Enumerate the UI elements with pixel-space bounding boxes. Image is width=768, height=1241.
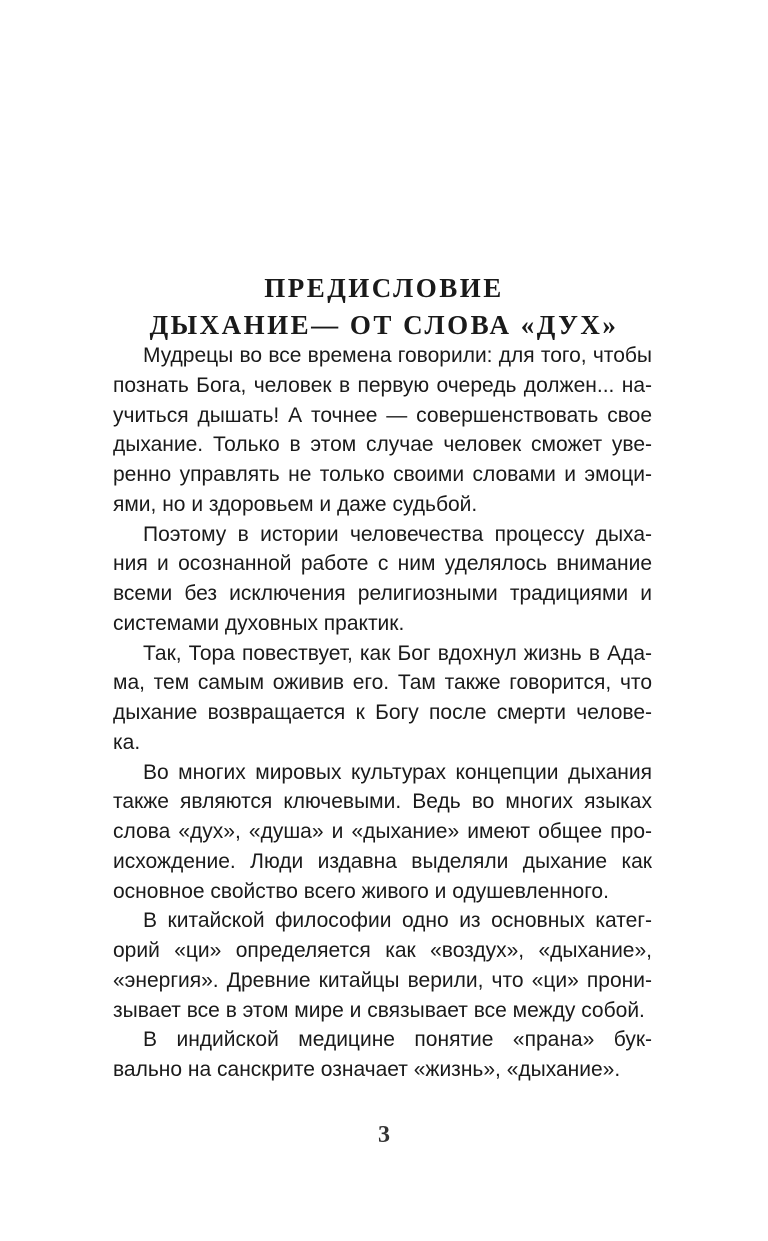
paragraph	[113, 520, 652, 639]
text-line: Так, Тора повествует, как Бог вдохнул жизнь в Ада-	[143, 641, 652, 665]
chapter-title: ПРЕДИСЛОВИЕ	[264, 273, 504, 303]
text-line: ка.	[113, 730, 141, 754]
text-line: Мудрецы во все времена говорили: для того, чтобы	[143, 344, 652, 367]
text-line: познать Бога, человек в первую очередь должен... на-	[113, 373, 652, 397]
text-line: слова «дух», «душа» и «дыхание» имеют общее про-	[113, 820, 652, 843]
text-line: вально на санскрите означает «жизнь», «дыхание».	[113, 1058, 621, 1081]
text-line: зывает все в этом мире и связывает все между собой.	[113, 998, 645, 1022]
text-line: ренно управлять не только своими словами и эмоци-	[113, 463, 652, 486]
text-line: орий «ци» определяется как «воздух», «дыхание»,	[113, 939, 652, 962]
text-line: основное свойство всего живого и одушевленного.	[113, 879, 609, 903]
text-line: системами духовных практик.	[113, 611, 405, 635]
text-line: учиться дышать! А точнее — совершенствовать свое	[113, 403, 652, 427]
paragraph	[113, 341, 652, 520]
text-line: В индийской медицине понятие «прана» бук-	[143, 1028, 652, 1052]
paragraph	[113, 758, 652, 907]
paragraph	[113, 1025, 652, 1085]
text-line: Во многих мировых культурах концепции дыхания	[143, 760, 652, 784]
text-line: «энергия». Древние китайцы верили, что «ци» прони-	[113, 968, 652, 992]
text-line: ма, тем самым оживив его. Там также говорится, что	[113, 671, 652, 695]
text-line: В китайской философии одно из основных катег-	[143, 909, 652, 933]
chapter-subtitle: ДЫХАНИЕ— ОТ СЛОВА «ДУХ»	[149, 310, 619, 340]
body-text	[113, 341, 652, 1085]
page-number: 3	[378, 1122, 390, 1148]
text-line: дыхание. Только в этом случае человек сможет уве-	[113, 433, 652, 457]
text-line: ния и осознанной работе с ним уделялось внимание	[113, 552, 652, 576]
text-line: дыхание возвращается к Богу после смерти челове-	[113, 701, 652, 724]
text-line: исхождение. Люди издавна выделяли дыхание как	[113, 849, 652, 873]
paragraph	[113, 639, 652, 758]
text-line: Поэтому в истории человечества процессу дыха-	[143, 522, 652, 546]
text-line: ями, но и здоровьем и даже судьбой.	[113, 492, 478, 516]
text-line: также являются ключевыми. Ведь во многих языках	[113, 790, 652, 814]
paragraph	[113, 906, 652, 1025]
text-line: всеми без исключения религиозными традициями и	[113, 582, 652, 605]
